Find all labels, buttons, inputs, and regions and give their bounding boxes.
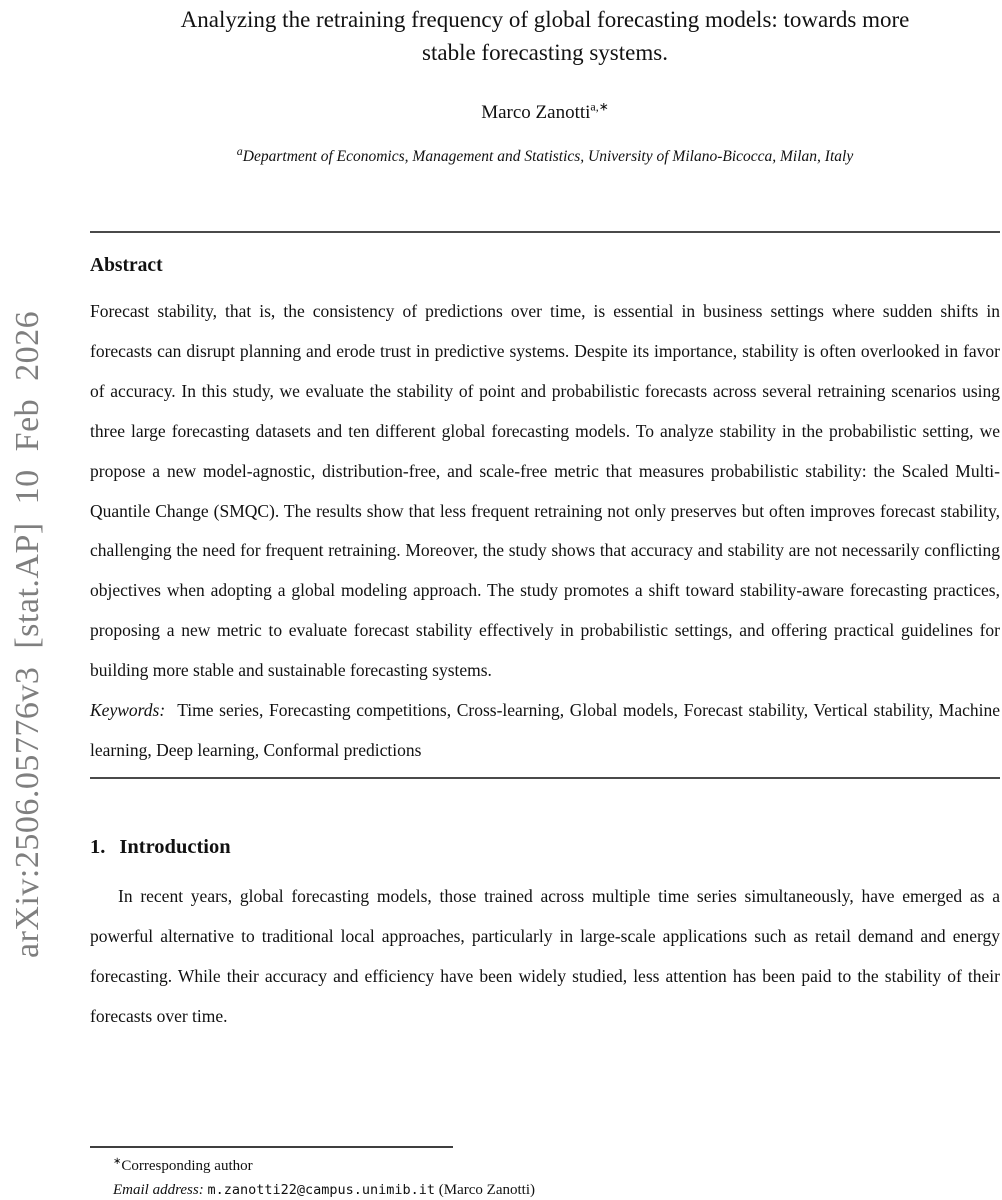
footnote-corresponding-text: Corresponding author (121, 1158, 253, 1174)
arxiv-watermark: arXiv:2506.05776v3 [stat.AP] 10 Feb 2026 (9, 310, 46, 958)
keywords-line (90, 691, 1000, 771)
keywords-label: Keywords: (90, 700, 166, 721)
author-name: Marco Zanotti (481, 102, 591, 123)
keywords-text: Time series, Forecasting competitions, Cross-learning, Global models, Forecast stability, Vertical stability, Machine learning, Deep learning, Conformal predictions (90, 700, 1000, 760)
author-superscript: a,∗ (590, 99, 609, 114)
paper-title-line2: stable forecasting systems. (422, 40, 668, 65)
top-rule (90, 231, 1000, 233)
footnote-email-suffix: (Marco Zanotti) (438, 1182, 535, 1198)
footnote-rule (90, 1146, 453, 1148)
section-heading (90, 834, 1000, 860)
paper-title (90, 0, 1000, 69)
footnote-corresponding-line (90, 1154, 1000, 1178)
affiliation-text: Department of Economics, Management and Statistics, University of Milano-Bicocca, Milan, Italy (242, 148, 854, 165)
affiliation (90, 143, 1000, 167)
footnote-email-address[interactable]: m.zanotti22@campus.unimib.it (207, 1182, 436, 1198)
intro-paragraph: In recent years, global forecasting models, those trained across multiple time series simultaneously, have emerged as a powerful alternative to traditional local approaches, particularly in large-scale applications such as retail demand and energy forecasting. While their accuracy and efficiency have been widely studied, less attention has been paid to the stability of their forecasts over time. (90, 885, 1000, 1026)
mid-rule (90, 777, 1000, 779)
paper-title-line1: Analyzing the retraining frequency of global forecasting models: towards more (180, 7, 910, 32)
footnote-email-line (90, 1178, 1000, 1200)
paper-content (90, 0, 1000, 1036)
footnote (90, 1146, 1000, 1200)
abstract-heading: Abstract (90, 255, 163, 276)
footnote-email-label: Email address: (113, 1182, 204, 1198)
footnote-marker: ∗ (113, 1156, 122, 1167)
section-title: Introduction (119, 835, 231, 858)
section-number: 1. (90, 835, 106, 858)
author-line (90, 99, 1000, 124)
affiliation-superscript: a (236, 143, 243, 158)
abstract-text: Forecast stability, that is, the consistency of predictions over time, is essential in business settings where sudden shifts in forecasts can disrupt planning and erode trust in predictive systems. Despite its importance, stability is often overlooked in favor of accuracy. In this study, we evaluate the stability of point and probabilistic forecasts across several retraining scenarios using three large forecasting datasets and ten different global forecasting models. To analyze stability in the probabilistic setting, we propose a new model-agnostic, distribution-free, and scale-free metric that measures probabilistic stability: the Scaled Multi-Quantile Change (SMQC). The results show that less frequent retraining not only preserves but often improves forecast stability, challenging the need for frequent retraining. Moreover, the study shows that accuracy and stability are not necessarily conflicting objectives when adopting a global modeling approach. The study promotes a shift toward stability-aware forecasting practices, proposing a new metric to evaluate forecast stability effectively in probabilistic settings, and offering practical guidelines for building more stable and sustainable forecasting systems. (90, 301, 1000, 681)
